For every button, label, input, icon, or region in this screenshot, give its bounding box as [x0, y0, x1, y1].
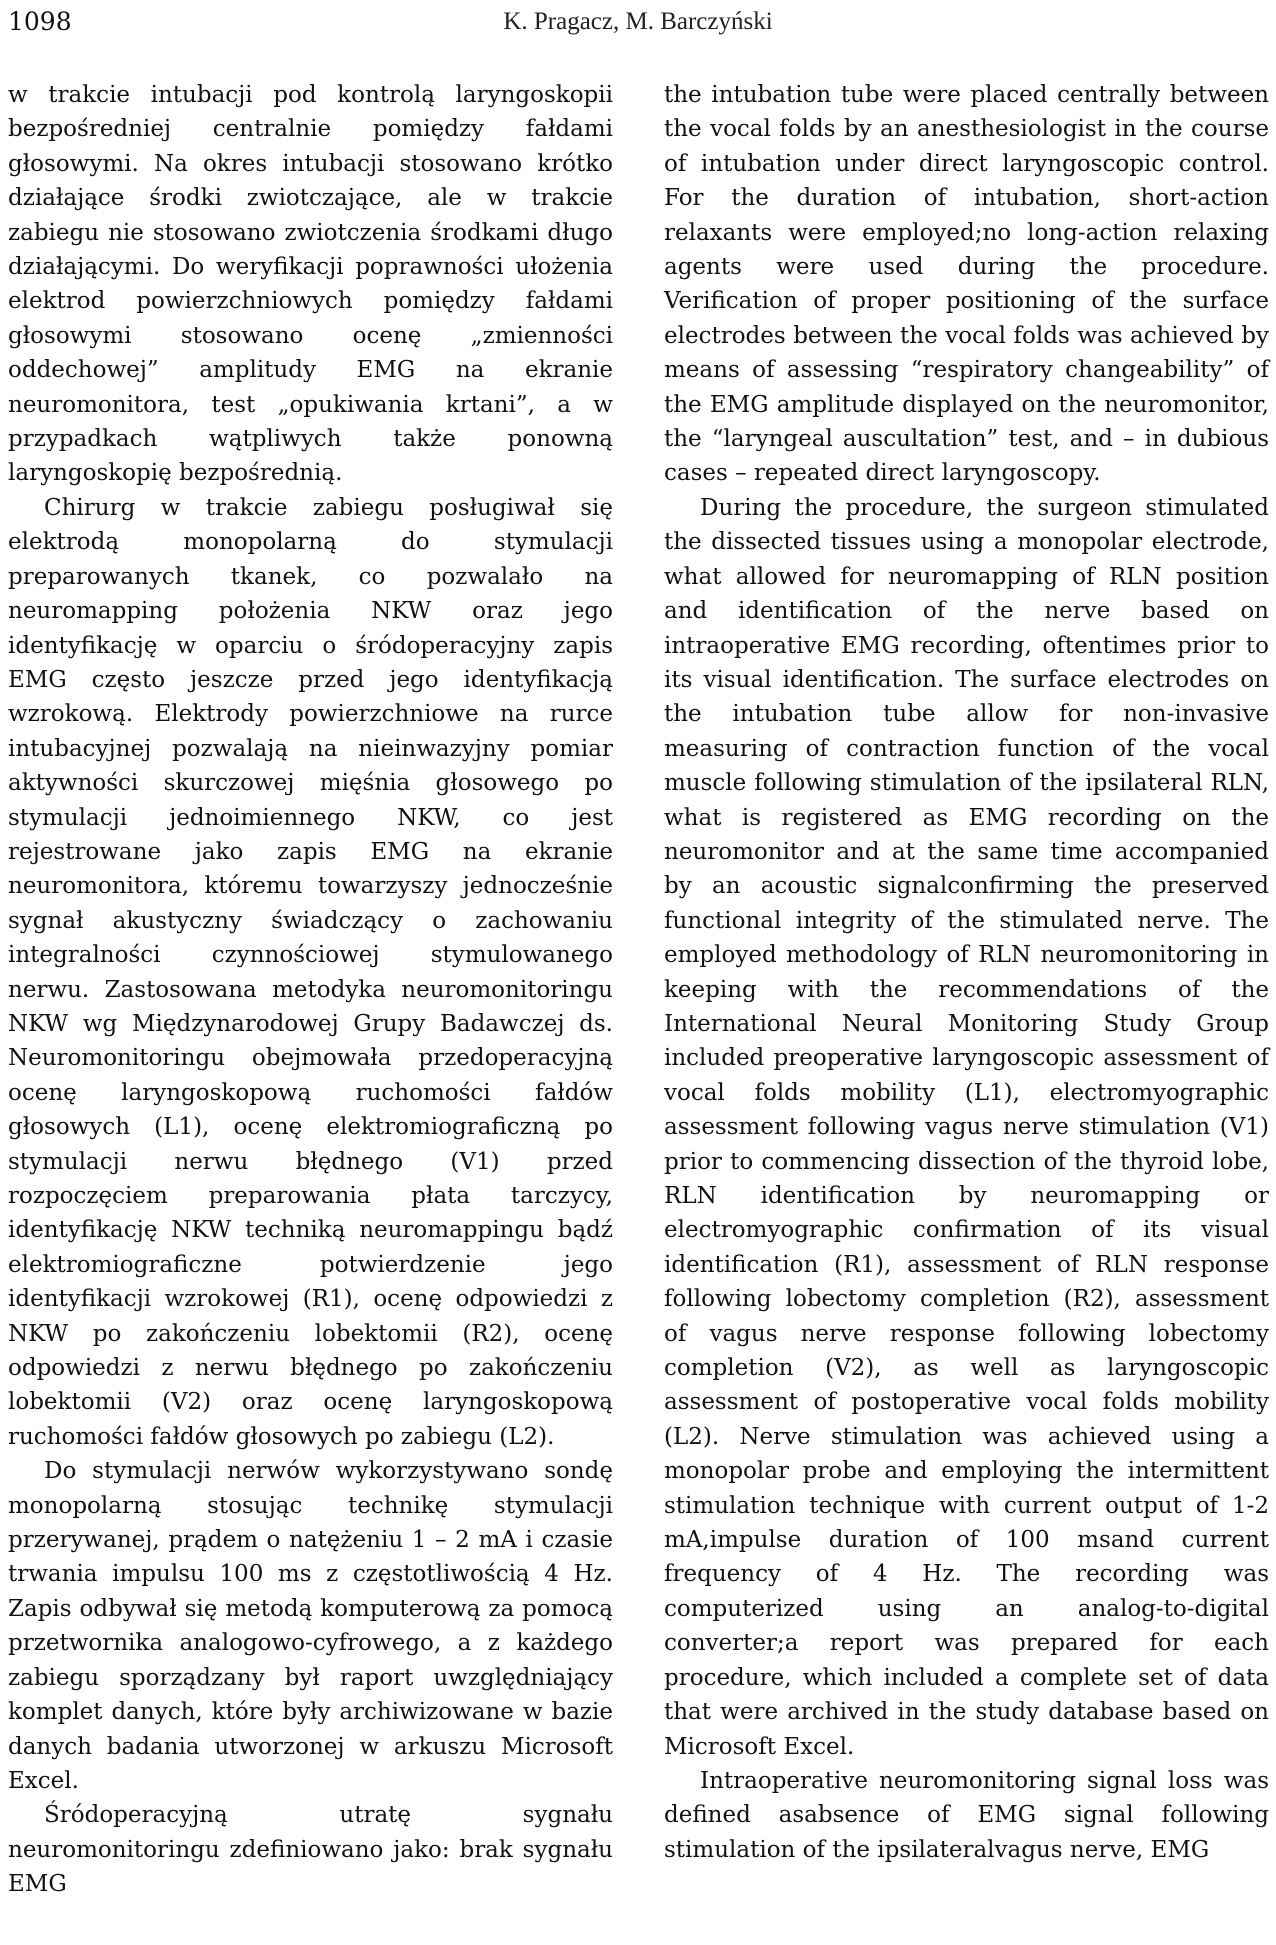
left-paragraph-3: Do stymulacji nerwów wykorzystywano sondę monopolarną stosując technikę stymulacji przerywanej, prądem o natężeniu 1 – 2 mA i czasie trwania impulsu 100 ms z częstotliwością 4 Hz. Zapis odbywał się metodą komputerową za pomocą przetwornika analogowo-cyfrowego, a z każdego zabiegu sporządzany był raport uwzględniający komplet danych, które były archiwizowane w bazie danych badania utworzonej w arkuszu Microsoft Excel. — [8, 1458, 613, 1794]
left-paragraph-2: Chirurg w trakcie zabiegu posługiwał się elektrodą monopolarną do stymulacji preparowanych tkanek, co pozwalało na neuromapping położenia NKW oraz jego identyfikację w oparciu o śródoperacyjny zapis EMG często jeszcze przed jego identyfikacją wzrokową. Elektrody powierzchniowe na rurce intubacyjnej pozwalają na nieinwazyjny pomiar aktywności skurczowej mięśnia głosowego po stymulacji jednoimiennego NKW, co jest rejestrowane jako zapis EMG na ekranie neuromonitora, któremu towarzyszy jednocześnie sygnał akustyczny świadczący o zachowaniu integralności czynnościowej stymulowanego nerwu. Zastosowana metodyka neuromonitoringu NKW wg Międzynarodowej Grupy Badawczej ds. Neuromonitoringu obejmowała przedoperacyjną ocenę laryngoskopową ruchomości fałdów głosowych (L1), ocenę elektromiograficzną po stymulacji nerwu błędnego (V1) przed rozpoczęciem preparowania płata tarczycy, identyfikację NKW techniką neuromappingu bądź elektromiograficzne potwierdzenie jego identyfikacji wzrokowej (R1), ocenę odpowiedzi z NKW po zakończeniu lobektomii (R2), ocenę odpowiedzi z nerwu błędnego po zakończeniu lobektomii (V2) oraz ocenę laryngoskopową ruchomości fałdów głosowych po zabiegu (L2). — [8, 494, 613, 1450]
right-paragraph-3: Intraoperative neuromonitoring signal loss was defined asabsence of EMG signal following stimulation of the ipsilateralvagus nerve, EMG — [664, 1767, 1269, 1863]
right-column-english-text — [664, 78, 1269, 1867]
right-paragraph-2: During the procedure, the surgeon stimulated the dissected tissues using a monopolar electrode, what allowed for neuromapping of RLN position and identification of the nerve based on intraoperative EMG recording, oftentimes prior to its visual identification. The surface electrodes on the intubation tube allow for non-invasive measuring of contraction function of the vocal muscle following stimulation of the ipsilateral RLN, what is registered as EMG recording on the neuromonitor and at the same time accompanied by an acoustic signalconfirming the preserved functional integrity of the stimulated nerve. The employed methodology of RLN neuromonitoring in keeping with the recommendations of the International Neural Monitoring Study Group included preoperative laryngoscopic assessment of vocal folds mobility (L1), electromyographic assessment following vagus nerve stimulation (V1) prior to commencing dissection of the thyroid lobe, RLN identification by neuromapping or electromyographic confirmation of its visual identification (R1), assessment of RLN response following lobectomy completion (R2), assessment of vagus nerve response following lobectomy completion (V2), as well as laryngoscopic assessment of postoperative vocal folds mobility (L2). Nerve stimulation was achieved using a monopolar probe and employing the intermittent stimulation technique with current output of 1-2 mA,impulse duration of 100 msand current frequency of 4 Hz. The recording was computerized using an analog-to-digital converter;a report was prepared for each procedure, which included a complete set of data that were archived in the study database based on Microsoft Excel. — [664, 494, 1269, 1760]
right-paragraph-1: the intubation tube were placed centrally between the vocal folds by an anesthesiologist in the course of intubation under direct laryngoscopic control. For the duration of intubation, short-action relaxants were employed;no long-action relaxing agents were used during the procedure. Verification of proper positioning of the surface electrodes between the vocal folds was achieved by means of assessing “respiratory changeability” of the EMG amplitude displayed on the neuromonitor, the “laryngeal auscultation” test, and – in dubious cases – repeated direct laryngoscopy. — [664, 82, 1269, 487]
left-column-polish-text — [8, 78, 613, 1902]
page-header — [0, 4, 1276, 40]
page-number: 1098 — [8, 7, 72, 36]
left-paragraph-4: Śródoperacyjną utratę sygnału neuromonitoringu zdefiniowano jako: brak sygnału EMG — [8, 1802, 613, 1898]
left-paragraph-1: w trakcie intubacji pod kontrolą laryngoskopii bezpośredniej centralnie pomiędzy fałdami głosowymi. Na okres intubacji stosowano krótko działające środki zwiotczające, ale w trakcie zabiegu nie stosowano zwiotczenia środkami długo działającymi. Do weryfikacji poprawności ułożenia elektrod powierzchniowych pomiędzy fałdami głosowymi stosowano ocenę „zmienności oddechowej” amplitudy EMG na ekranie neuromonitora, test „opukiwania krtani”, a w przypadkach wątpliwych także ponowną laryngoskopię bezpośrednią. — [8, 82, 613, 487]
running-head-authors: K. Pragacz, M. Barczyński — [503, 8, 773, 35]
